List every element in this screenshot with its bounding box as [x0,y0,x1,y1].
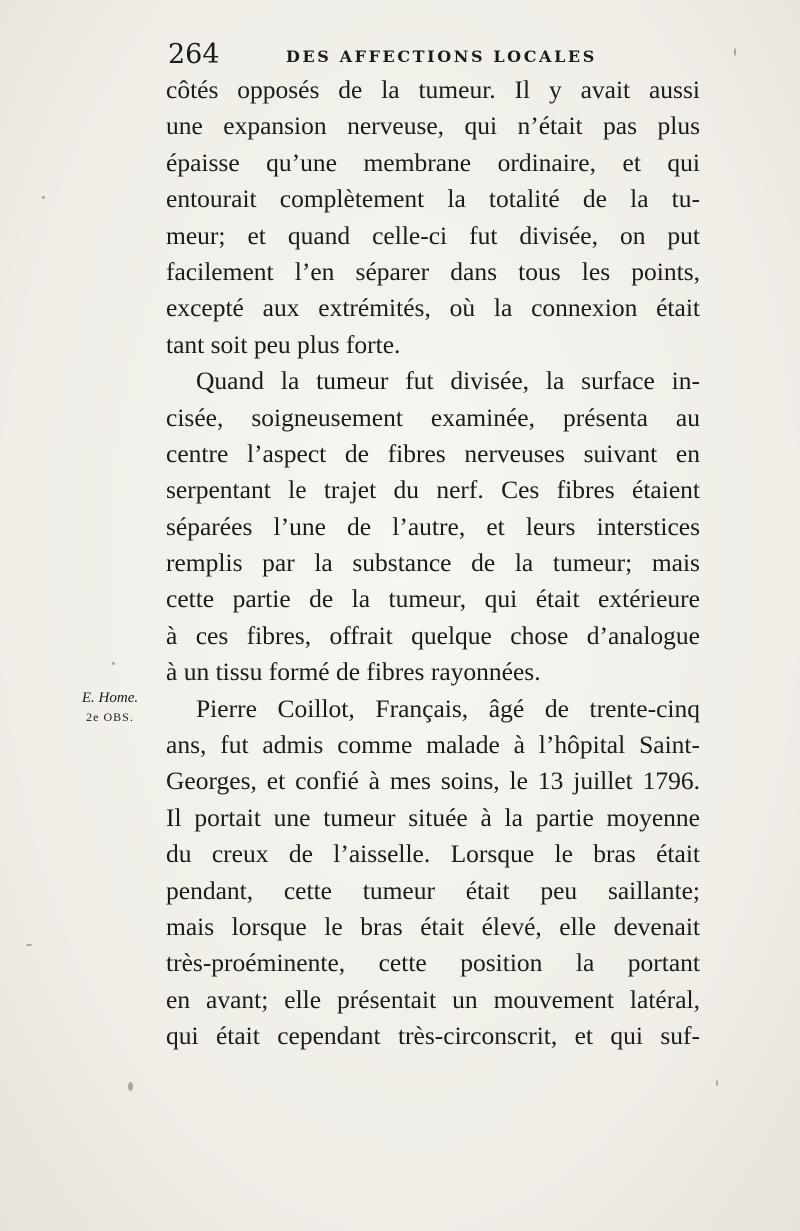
text-line: tant soit peu plus forte. [166,329,401,359]
text-line: qui était cependant très-circonscrit, et qui suf- [166,1021,700,1051]
page-header [168,38,708,72]
paper-speck [42,196,45,199]
text-line: séparées l’une de l’autre, et leurs interstices [166,511,700,541]
page-number: 264 [168,39,220,70]
running-title: DES AFFECTIONS LOCALES [286,47,597,66]
text-line: épaisse qu’une membrane ordinaire, et qui [166,147,700,177]
text-line: serpentant le trajet du nerf. Ces fibres étaient [166,475,700,505]
text-line: meur; et quand celle-ci fut divisée, on put [166,220,700,250]
paper-speck [112,662,115,665]
text-line: entourait complètement la totalité de la tu- [166,184,700,214]
text-line: centre l’aspect de fibres nerveuses suivant en [166,438,700,468]
text-line: Georges, et confié à mes soins, le 13 juillet 1796. [166,766,700,796]
text-line: en avant; elle présentait un mouvement latéral, [166,984,700,1014]
text-line: cisée, soigneusement examinée, présenta au [166,402,700,432]
text-line: une expansion nerveuse, qui n’était pas plus [166,111,700,141]
text-line: Quand la tumeur fut divisée, la surface in- [196,366,700,396]
body-text [166,72,700,1055]
text-line: cette partie de la tumeur, qui était extérieure [166,584,700,614]
paper-speck [26,944,32,946]
paper-speck [734,48,736,56]
margin-note [60,688,160,726]
text-line: Il portait une tumeur située à la partie moyenne [166,802,700,832]
text-line: facilement l’en séparer dans tous les points, [166,256,700,286]
margin-note-observation: 2e OBS. [86,710,134,724]
text-line: mais lorsque le bras était élevé, elle devenait [166,911,700,941]
text-line: côtés opposés de la tumeur. Il y avait aussi [166,75,700,104]
paper-speck [128,1082,133,1091]
text-line: à un tissu formé de fibres rayonnées. [166,657,541,687]
text-line: à ces fibres, offrait quelque chose d’analogue [166,620,700,650]
text-line: pendant, cette tumeur était peu saillante; [166,875,700,905]
text-line: du creux de l’aisselle. Lorsque le bras était [166,839,700,869]
paper-speck [716,1080,718,1086]
text-line: Pierre Coillot, Français, âgé de trente-cinq [196,693,700,723]
text-line: ans, fut admis comme malade à l’hôpital Saint- [166,730,700,760]
margin-note-author: E. Home. [81,690,139,706]
text-line: excepté aux extrémités, où la connexion était [166,293,700,323]
text-line: remplis par la substance de la tumeur; mais [166,548,700,578]
text-line: très-proéminente, cette position la portant [166,948,700,978]
